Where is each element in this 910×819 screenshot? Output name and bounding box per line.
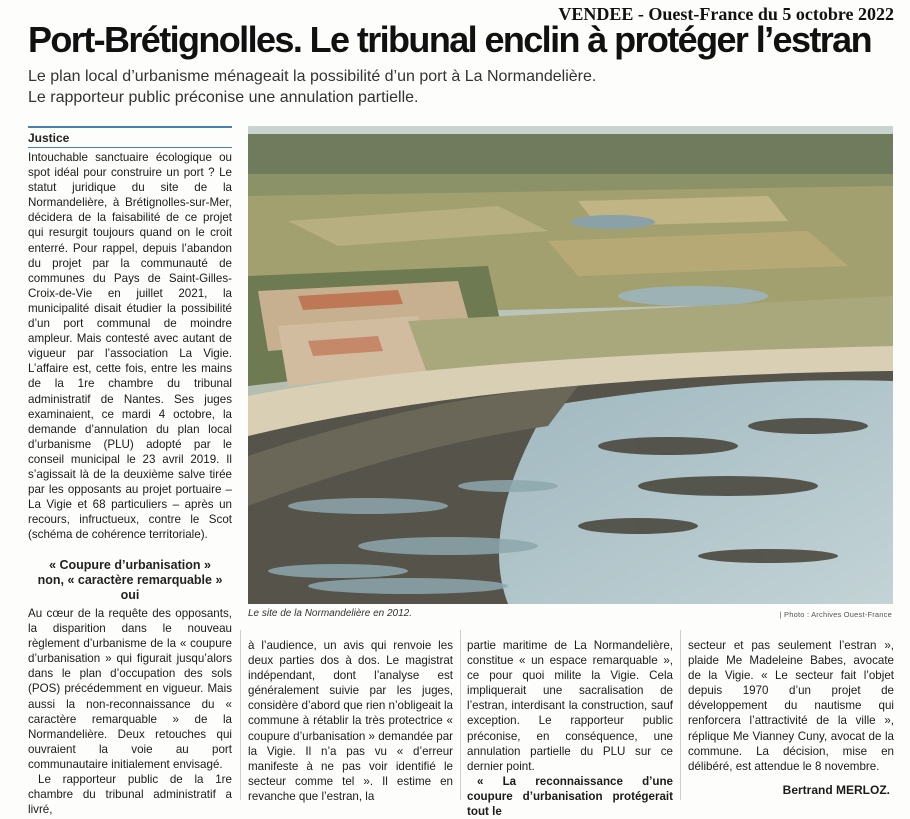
aerial-photo — [248, 126, 893, 604]
column-divider — [680, 630, 681, 800]
article-paragraph: secteur et pas seulement l’estran », plaide Me Madeleine Babes, avocate de la Vigie. « Le secteur fait l’objet depuis 1970 d’un projet de développement du nautisme qui renforcera l’attractivité de la ville », réplique Me Vianney Cuny, avocat de la commune. La décision, mise en délibéré, est attendue le 8 novembre. — [688, 639, 894, 773]
section-rubric: Justice — [28, 126, 232, 148]
article-paragraph: Le rapporteur public de la 1re chambre du tribunal administratif a livré, — [28, 773, 232, 817]
article-column-bottom-3 — [467, 638, 673, 819]
standfirst-line: Le plan local d’urbanisme ménageait la possibilité d’un port à La Normandelière. — [28, 68, 597, 85]
article-column-bottom-2 — [248, 638, 453, 804]
photo-credit: | Photo : Archives Ouest-France — [779, 610, 892, 619]
newspaper-source: VENDEE - Ouest-France du 5 octobre 2022 — [558, 4, 894, 24]
intertitle-line: « Coupure d’urbanisation » — [49, 558, 211, 572]
intertitle-line: oui — [120, 588, 140, 602]
article-column-bottom-1 — [28, 606, 232, 817]
article-paragraph: Au cœur de la requête des opposants, la disparition dans le nouveau règlement d’urbanisme de la « coupure d’urbanisation » qui figurait jusqu’alors dans le plan d’occupation des sols (POS) précédemment en vigueur. Mais aussi la non-reconnaissance du « caractère remarquable » de la Normandelière. Deux retouches qui ouvraient la voie au port communautaire initialement envisagé. — [28, 607, 232, 771]
article-paragraph: à l’audience, un avis qui renvoie les deux parties dos à dos. Le magistrat indépendant, dont l’analyse est généralement suivie par les juges, considère d’abord que rien n’obligeait la commune à rétablir la très protectrice « coupure d’urbanisation » demandée par la Vigie. Il n’a pas vu « d’erreur manifeste à ne pas voir identifié le secteur comme tel ». Il estime en revanche que l’estran, la — [248, 639, 453, 803]
headline: Port-Brétignolles. Le tribunal enclin à protéger l’estran — [28, 19, 871, 60]
column-divider — [460, 630, 461, 800]
article-paragraph: partie maritime de La Normandelière, constitue « un espace remarquable », ce pour quoi milite la Vigie. Cela impliquerait une sacralisation de l’estran, interdisant la construction, sauf exception. Le rapporteur public préconise, en conséquence, une annulation partielle du PLU sur ce dernier point. — [467, 639, 673, 773]
standfirst — [28, 66, 888, 108]
intertitle — [28, 558, 232, 603]
column-divider — [240, 630, 241, 800]
standfirst-line: Le rapporteur public préconise une annulation partielle. — [28, 89, 419, 106]
article-paragraph: Intouchable sanctuaire écologique ou spot idéal pour construire un port ? Le statut juridique du site de la Normandelière, à Brétignolles-sur-Mer, décidera de la faisabilité de ce projet qui resurgit toujours quand on le croit enterré. Pour rappel, depuis l’abandon du projet par la communauté de communes du Pays de Saint-Gilles-Croix-de-Vie en juillet 2021, la municipalité disait étudier la possibilité d’un port communal de moindre ampleur. Mais contesté avec autant de vigueur par l’association La Vigie. L’affaire est, cette fois, entre les mains de la 1re chambre du tribunal administratif de Nantes. Ses juges examinaient, ce mardi 4 octobre, la demande d’annulation du plan local d’urbanisme (PLU) adopté par le conseil municipal le 23 avril 2019. Il s’agissait là de la deuxième salve tirée par les opposants au projet portuaire – La Vigie et 68 particuliers – après un recours, infructueux, contre le Scot (schéma de cohérence territoriale). — [28, 151, 232, 542]
byline: Bertrand MERLOZ. — [782, 783, 890, 797]
article-column-bottom-4 — [688, 638, 894, 774]
intertitle-line: non, « caractère remarquable » — [37, 573, 223, 587]
article-column-1 — [28, 150, 232, 542]
article-paragraph: « La reconnaissance d’une coupure d’urbanisation protégerait tout le — [467, 774, 673, 819]
photo-caption: Le site de la Normandelière en 2012. — [248, 608, 412, 619]
